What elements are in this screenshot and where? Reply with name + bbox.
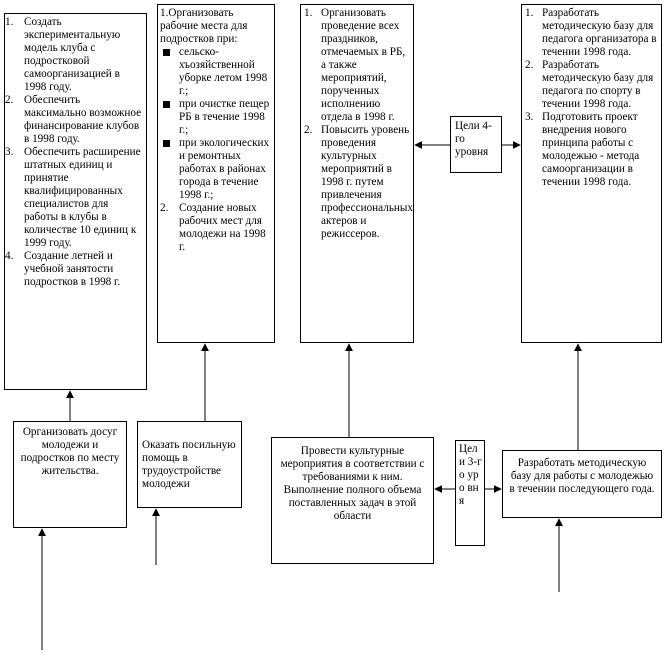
item-number: 2. [304, 123, 313, 136]
list-item [160, 98, 271, 137]
list-item [5, 250, 143, 289]
item-text: Создание новых рабочих мест для молодежи на 1998 г. [179, 201, 266, 253]
col2-heading: 1.Организовать рабочие места для подростков при: [160, 7, 248, 45]
item-number: 1. [5, 16, 14, 28]
col2-bullet-list [160, 46, 271, 202]
col4-task-box [502, 450, 662, 518]
item-text: Разработать методическую базу для педагога организатора в течении 1998 года. [542, 7, 657, 58]
task-text: Провести культурные мероприятия в соответствии с требованиями к ним. Выполнение полного объема поставленных задач в этой области [280, 445, 425, 522]
item-text: Организовать проведение всех праздников, отмечаемых в РБ, а также мероприятий, порученных исполнению отдела в 1998 г. [321, 7, 406, 123]
square-bullet-icon [163, 140, 170, 147]
item-text: Обеспечить расширение штатных единиц и принятие квалифицированных специалистов для работы в клубы в количестве 10 единиц к 1999 году. [24, 145, 141, 249]
task-text: Разработать методическую базу для работы с молодежью в течении последующего года. [509, 457, 655, 495]
level4-label-text: Цели 4-го уровня [455, 120, 492, 158]
list-item [522, 7, 658, 59]
square-bullet-icon [163, 49, 170, 56]
level3-label-text: Цел и 3-го уро вня [459, 443, 482, 507]
col2-goals-box [157, 4, 275, 343]
list-item [301, 7, 410, 124]
col4-goals-list [522, 7, 658, 189]
list-item [301, 123, 414, 241]
item-text: Создать экспериментальную модель клуба с подростковой самоорганизацией в 1998 году. [24, 16, 121, 93]
item-text: Повысить уровень проведения культурных мероприятий в 1998 г. путем привлечения профессиональных актеров и режиссеров. [321, 123, 414, 240]
col1-task-box [13, 421, 127, 528]
task-text: Оказать посильную помощь в трудоустройстве молодежи [142, 439, 236, 490]
item-text: Обеспечить максимально возможное финансирование клубов в 1998 году. [24, 93, 142, 145]
level4-goals-label [450, 116, 502, 173]
item-number: 1. [525, 7, 534, 19]
col1-goals-list [5, 16, 143, 289]
col2-task-box [137, 421, 242, 508]
item-text: Подготовить проект внедрения нового принципа работы с молодежью - метода самоорганизации в течении 1998 года. [542, 110, 640, 188]
item-number: 4. [5, 249, 14, 262]
square-bullet-icon [163, 101, 170, 108]
item-text: при экологических и ремонтных работах в районах города в течение 1998 г.; [179, 136, 270, 201]
list-item [160, 137, 271, 202]
col1-goals-box [4, 13, 147, 390]
col2-numbered-list [160, 202, 271, 254]
col4-goals-box [521, 4, 662, 343]
list-item [522, 59, 658, 111]
list-item [160, 202, 271, 254]
task-text: Организовать досуг молодежи и подростков по месту жительства. [20, 426, 120, 477]
item-text: Разработать методическую базу для педагога по спорту в течении 1998 года. [542, 58, 654, 110]
item-number: 3. [5, 145, 14, 158]
col3-goals-list [301, 7, 414, 241]
item-text: сельско-хъозяйственной уборке летом 1998 г.; [179, 45, 268, 97]
item-number: 2. [5, 93, 14, 106]
list-item [522, 111, 658, 189]
item-text: Создание летней и учебной занятости подростков в 1998 г. [24, 249, 121, 288]
col3-goals-box [300, 4, 414, 343]
list-item [5, 94, 143, 146]
item-number: 2. [525, 58, 534, 71]
level3-goals-label [455, 440, 485, 546]
item-number: 2. [160, 201, 169, 214]
item-number: 1. [304, 7, 313, 19]
list-item [5, 146, 143, 250]
item-text: при очистке пещер РБ в течение 1998 г.; [179, 97, 270, 136]
list-item [5, 16, 143, 94]
item-number: 3. [525, 110, 534, 123]
list-item [160, 46, 271, 98]
col3-task-box [271, 437, 434, 564]
